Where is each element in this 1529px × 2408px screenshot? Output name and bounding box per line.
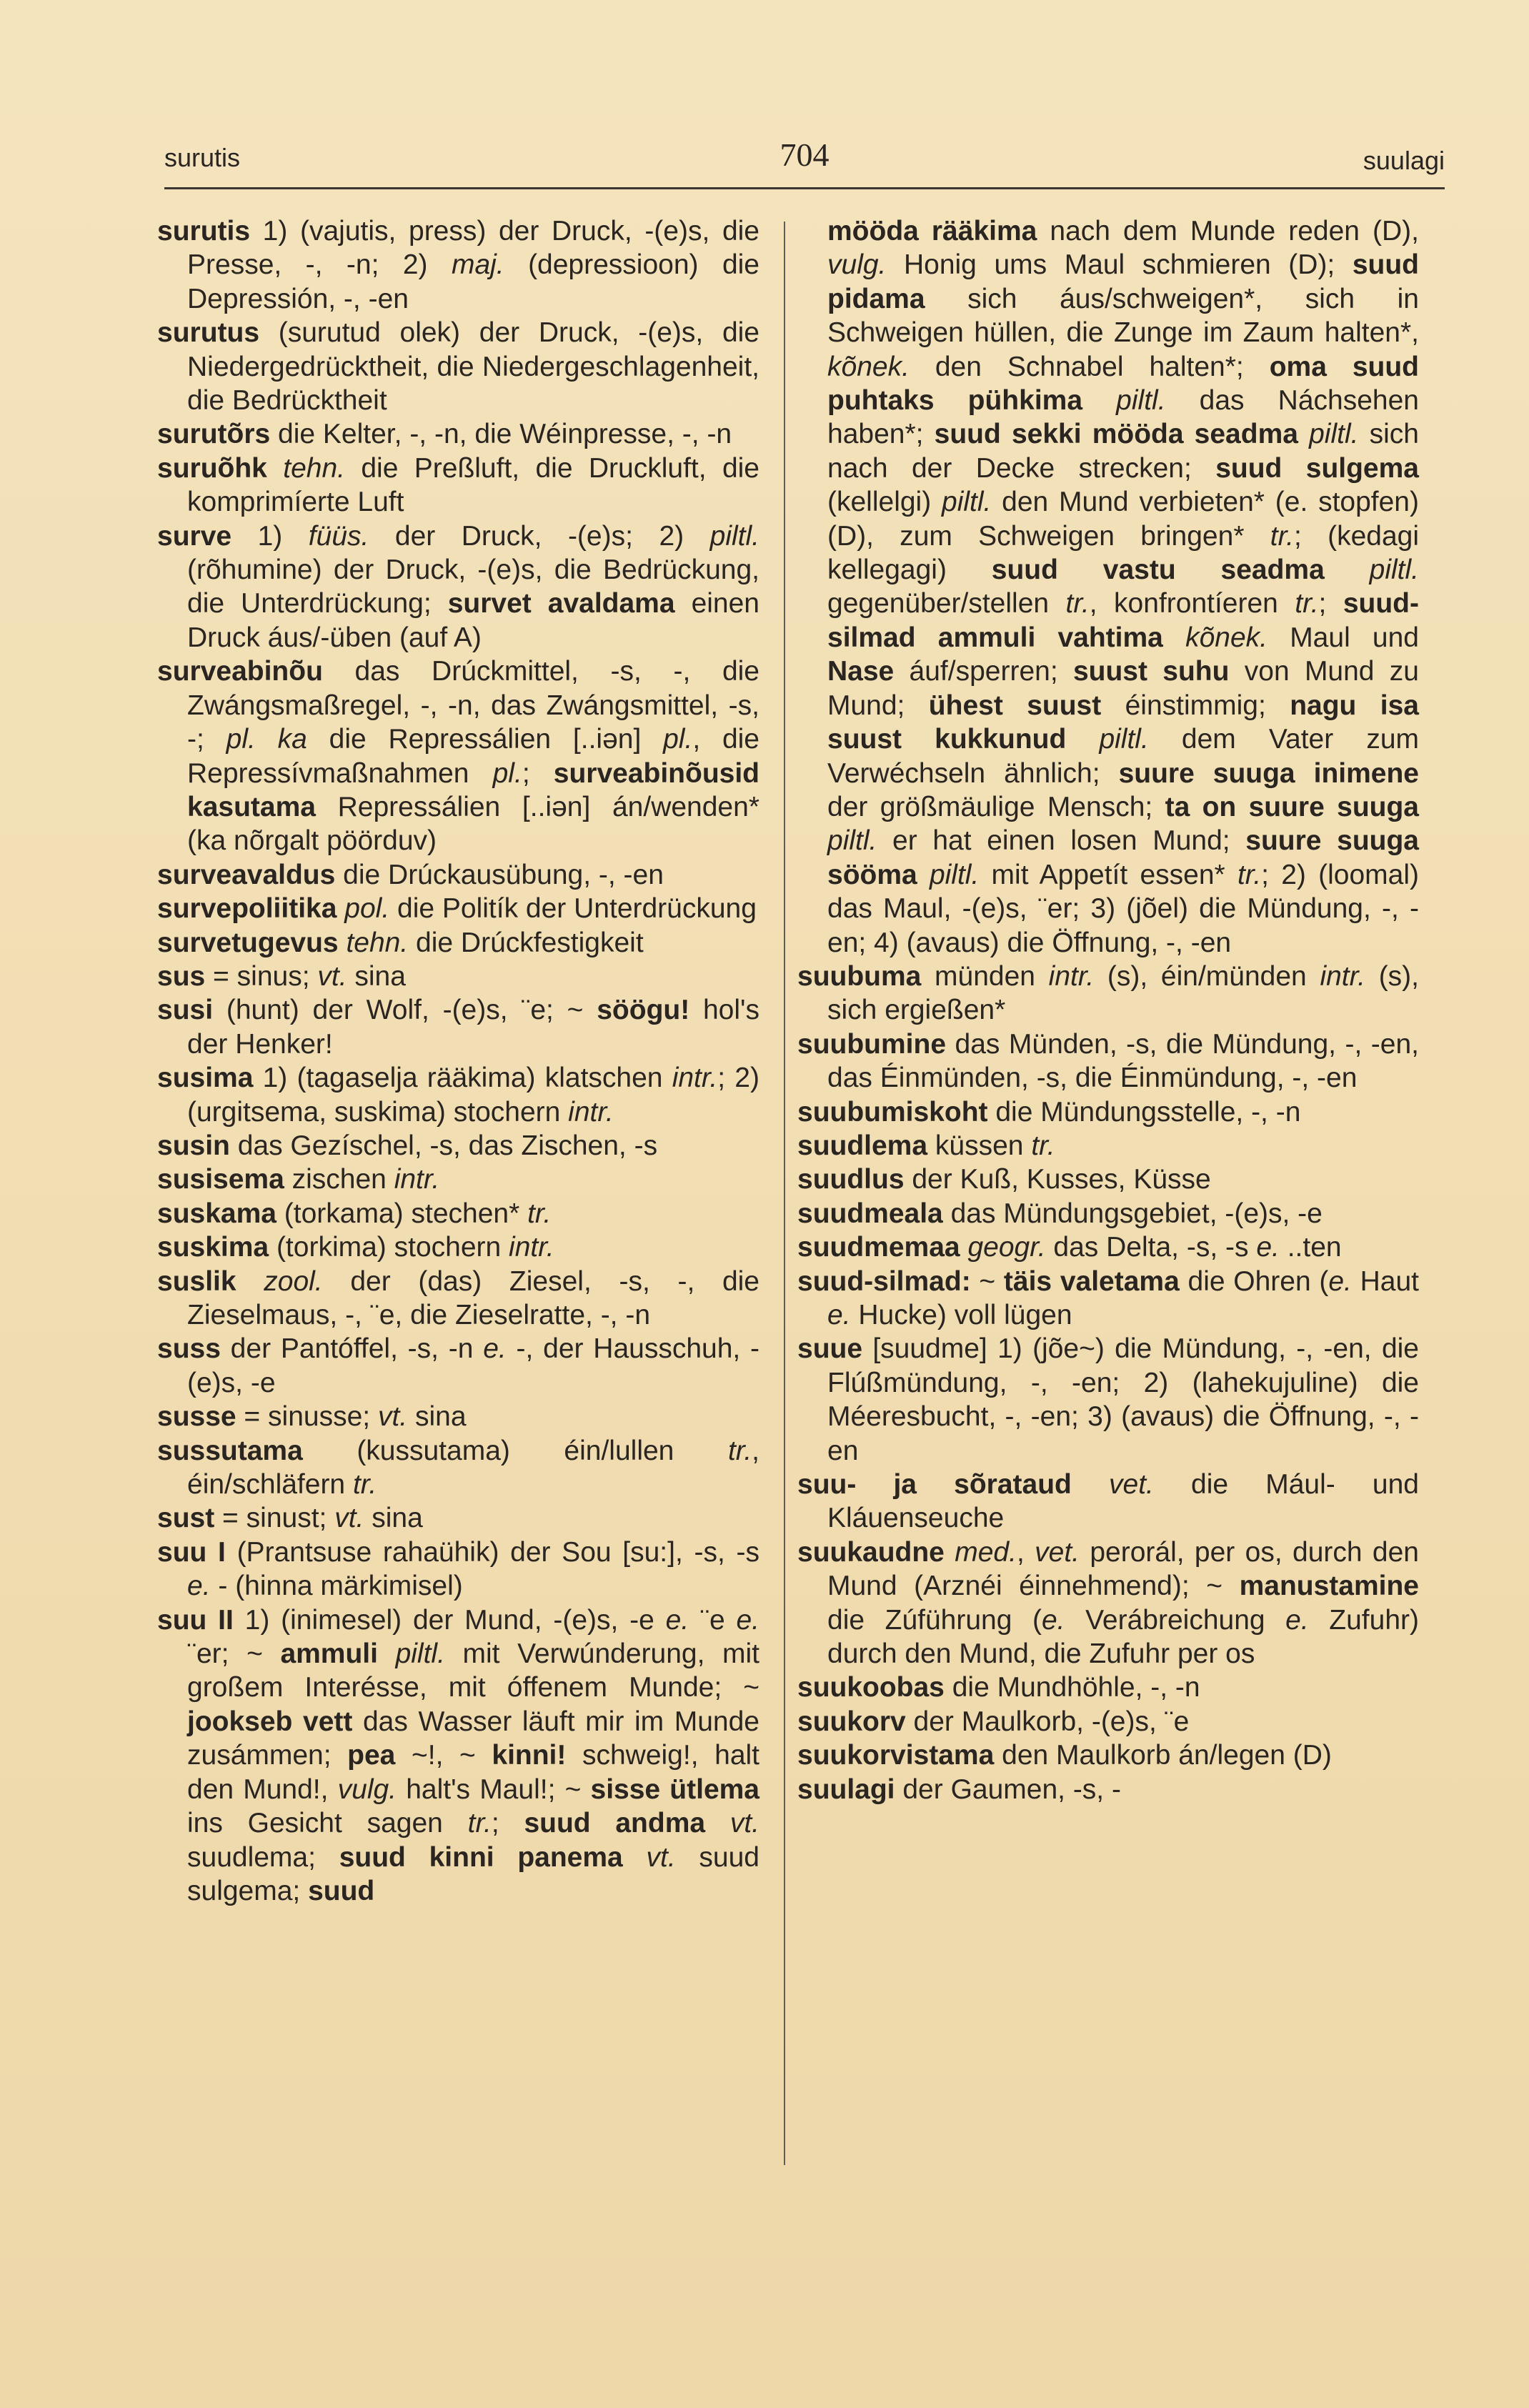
dictionary-entry <box>157 316 759 417</box>
guide-word-left: surutis <box>164 143 241 172</box>
dictionary-entry <box>157 926 759 960</box>
entry-text: , konfrontíeren <box>1089 588 1295 620</box>
entry-text <box>267 453 283 484</box>
entry-headword: surveabinõu <box>157 656 323 687</box>
dictionary-entry <box>157 1400 759 1433</box>
entry-text <box>945 1537 955 1568</box>
entry-label: piltl. <box>709 520 759 552</box>
entry-headword: surutus <box>157 317 260 349</box>
entry-headword: ammuli <box>280 1638 378 1670</box>
entry-headword: suudlus <box>797 1164 905 1195</box>
entry-text: (rõhumine) der Druck, -(e)s, die Bedrückung, die Unterdrückung; <box>187 554 759 620</box>
entry-headword: sust <box>157 1503 215 1534</box>
entry-text: der Kuß, Kusses, Küsse <box>904 1164 1211 1195</box>
entry-headword: surutõrs <box>157 419 271 450</box>
dictionary-entry <box>157 1061 759 1129</box>
entry-headword: täis valetama <box>1003 1265 1180 1297</box>
dictionary-entry <box>797 1738 1419 1772</box>
entry-text: (kellelgi) <box>827 487 942 518</box>
dictionary-entry <box>797 1705 1419 1738</box>
entry-label: piltl. <box>827 825 877 857</box>
entry-headword: surve <box>157 520 232 552</box>
entry-text: mit Appetít essen* <box>979 859 1237 890</box>
dictionary-entry <box>157 960 759 993</box>
header-rule <box>164 187 1445 189</box>
entry-headword: suue <box>797 1333 863 1365</box>
entry-label: vt. <box>317 960 347 992</box>
entry-label: tehn. <box>346 927 409 958</box>
entry-headword: susin <box>157 1130 230 1161</box>
entry-headword: suure suuga sööma <box>827 825 1419 890</box>
entry-headword: susi <box>157 995 214 1026</box>
entry-headword: sus <box>157 960 206 992</box>
entry-headword: suukoobas <box>797 1672 945 1703</box>
entry-text: [suudme] 1) (jõe~) die Mündung, -, -en, die Flúßmündung, -, -en; 2) (lahekujuline) die Méeresbucht, -, -en; 3) (avaus) die Öffnung, -, -en <box>827 1333 1419 1466</box>
entry-text: Haut <box>1351 1265 1419 1297</box>
entry-text: von Mund zu Mund; <box>827 656 1419 721</box>
entry-label: piltl. <box>395 1638 445 1670</box>
entry-label: tr. <box>1237 859 1262 890</box>
entry-headword: suud sulgema <box>1215 452 1419 484</box>
entry-text: schweig!, halt den Mund!, <box>187 1740 760 1805</box>
entry-text: Repressálien [..iən] án/wenden* (ka nõrgalt pöörduv) <box>187 791 759 857</box>
entry-label: e. <box>736 1604 760 1636</box>
entry-headword: suu I <box>157 1536 226 1568</box>
entry-text: ; <box>1318 588 1343 620</box>
entry-headword: survetugevus <box>157 927 339 958</box>
entry-text: münden <box>921 960 1049 992</box>
entry-headword: suud pidama <box>827 249 1419 314</box>
entry-label: tr. <box>1295 588 1319 620</box>
entry-text: (s), sich ergießen* <box>827 960 1420 1026</box>
entry-headword: suu II <box>157 1604 234 1636</box>
entry-label: e. <box>483 1333 507 1365</box>
entry-headword: suubumine <box>797 1028 947 1060</box>
entry-text: suudlema; <box>187 1841 339 1873</box>
entry-text <box>705 1808 730 1839</box>
entry-label: tr. <box>727 1435 752 1466</box>
entry-text: (torkima) stochern <box>269 1232 509 1263</box>
entry-text: 1) <box>231 520 309 552</box>
entry-headword: suud kinni panema <box>339 1841 623 1873</box>
entry-text: (kussutama) éin/lullen <box>302 1435 728 1466</box>
dictionary-entry <box>797 1468 1419 1536</box>
entry-text: perorál, per os, durch den Mund (Arznéi éinnehmend); ~ <box>827 1536 1419 1602</box>
entry-headword: söögu! <box>597 995 690 1026</box>
entry-text: sich nach der Decke strecken; <box>827 419 1419 484</box>
entry-text: gegenüber/stellen <box>827 588 1066 620</box>
entry-label: intr. <box>568 1096 614 1128</box>
entry-text <box>1066 724 1099 755</box>
entry-text: ; (kedagi kellegagi) <box>827 520 1419 586</box>
entry-label: e. <box>1285 1604 1309 1636</box>
entry-label: intr. <box>1048 960 1095 992</box>
dictionary-entry <box>157 1197 759 1230</box>
entry-text: das Delta, -s, -s <box>1045 1232 1257 1263</box>
entry-text: der Maulkorb, -(e)s, ¨e <box>905 1706 1190 1737</box>
entry-text: = sinusse; <box>236 1401 378 1433</box>
dictionary-entry <box>157 1265 759 1333</box>
dictionary-entry <box>797 1773 1419 1806</box>
entry-text: (torkama) stechen* <box>276 1198 528 1229</box>
entry-text <box>337 893 344 924</box>
entry-text: = sinus; <box>205 960 318 992</box>
entry-headword: manustamine <box>1239 1571 1419 1602</box>
entry-text: einen Druck áus/-üben (auf A) <box>187 588 759 653</box>
entry-label: pl. <box>492 757 522 789</box>
entry-headword: susisema <box>157 1164 284 1195</box>
entry-headword: suust suhu <box>1072 656 1230 687</box>
entry-text: die Zúführung ( <box>827 1604 1042 1636</box>
entry-text: -, der Hausschuh, -(e)s, -e <box>187 1333 759 1398</box>
entry-text: Hucke) voll lügen <box>850 1300 1072 1330</box>
entry-text: die Drúckfestigkeit <box>408 927 644 958</box>
entry-text: der Gaumen, -s, - <box>895 1773 1121 1805</box>
entry-text: die Mundhöhle, -, -n <box>944 1672 1200 1703</box>
dictionary-entry <box>797 1095 1419 1129</box>
entry-label: e. <box>1041 1604 1065 1636</box>
entry-headword: suud-silmad ammuli vahtima <box>827 588 1419 653</box>
dictionary-entry <box>157 858 759 892</box>
dictionary-entry <box>797 960 1419 1028</box>
dictionary-entry <box>797 1230 1419 1264</box>
entry-headword: sussutama <box>157 1435 303 1466</box>
entry-label: tehn. <box>283 452 345 484</box>
entry-text <box>623 1842 647 1873</box>
entry-label: kõnek. <box>827 351 910 382</box>
entry-label: füüs. <box>308 520 369 552</box>
dictionary-entry <box>157 1163 759 1196</box>
entry-headword: suud vastu seadma <box>991 554 1325 586</box>
entry-headword: suskima <box>157 1232 269 1263</box>
entry-label: zool. <box>264 1265 323 1297</box>
entry-label: kõnek. <box>1185 622 1267 653</box>
entry-text: Maul und <box>1267 622 1419 653</box>
entry-headword: suu- ja sõrataud <box>797 1469 1072 1501</box>
entry-text: (depressioon) die Depressión, -, -en <box>187 249 759 314</box>
entry-label: vulg. <box>337 1773 397 1805</box>
entry-text: Zufuhr) durch den Mund, die Zufuhr per os <box>827 1604 1419 1670</box>
entry-text: die Preßluft, die Druckluft, die komprimíerte Luft <box>187 452 760 518</box>
entry-headword: pea <box>347 1740 396 1771</box>
entry-text <box>1325 554 1370 585</box>
entry-headword: suukorvistama <box>797 1740 995 1771</box>
entry-text: halt's Maul!; ~ <box>397 1773 591 1805</box>
entry-headword: suruõhk <box>157 452 267 484</box>
entry-label: vt. <box>646 1841 676 1873</box>
entry-text: , éin/schläfern <box>187 1435 759 1501</box>
entry-headword: suudlema <box>797 1130 928 1161</box>
entry-text: nach dem Munde reden (D), <box>1037 216 1419 247</box>
entry-label: e. <box>665 1604 689 1636</box>
entry-label: e. <box>1328 1265 1352 1297</box>
entry-text: (surutud olek) der Druck, -(e)s, die Niedergedrücktheit, die Niedergeschlagenheit, die Bedrücktheit <box>187 317 759 417</box>
dictionary-entry <box>157 1501 759 1535</box>
entry-text: er hat einen losen Mund; <box>877 825 1246 857</box>
entry-text: 1) (tagaselja rääkima) klatschen <box>253 1063 672 1094</box>
entry-label: piltl. <box>1309 419 1359 450</box>
dictionary-entry <box>157 1129 759 1163</box>
column-divider <box>784 222 785 2165</box>
entry-headword: survepoliitika <box>157 893 337 925</box>
entry-text: das Wasser läuft mir im Munde zusámmen; <box>187 1706 759 1771</box>
entry-text: der (das) Ziesel, -s, -, die Zieselmaus, -, ¨e, die Zieselratte, -, -n <box>187 1265 759 1330</box>
dictionary-entry <box>157 1230 759 1264</box>
entry-text: Verábreichung <box>1065 1604 1286 1636</box>
entry-headword: survet avaldama <box>447 588 675 620</box>
entry-headword: suukorv <box>797 1706 906 1737</box>
entry-text: den Mund verbieten* (e. stopfen) (D), zum Schweigen bringen* <box>827 487 1419 552</box>
dictionary-entry <box>157 1603 759 1909</box>
entry-headword: suslik <box>157 1265 236 1297</box>
entry-label: tr. <box>1031 1130 1055 1161</box>
entry-text: die Drúckausübung, -, -en <box>335 859 664 890</box>
entry-headword: ta on suure suuga <box>1165 791 1419 822</box>
entry-headword: suss <box>157 1333 221 1365</box>
entry-headword: suulagi <box>797 1773 895 1805</box>
entry-headword: sisse ütlema <box>590 1773 759 1805</box>
entry-text: ; <box>491 1808 524 1839</box>
entry-text: sina <box>407 1401 467 1433</box>
entry-headword: suud sekki mööda seadma <box>934 419 1298 450</box>
entry-label: intr. <box>394 1164 440 1195</box>
entry-text: ..ten <box>1279 1232 1342 1263</box>
entry-text: mit Verwúnderung, mit großem Interésse, mit óffenem Munde; ~ <box>187 1638 759 1703</box>
entry-headword: suukaudne <box>797 1536 945 1568</box>
entry-text: sich áus/schweigen*, sich in Schweigen hüllen, die Zunge im Zaum halten*, <box>827 283 1419 349</box>
entry-headword: susima <box>157 1063 254 1094</box>
dictionary-entry <box>797 1332 1419 1468</box>
entry-text: éinstimmig; <box>1101 690 1290 721</box>
dictionary-entry <box>797 1028 1419 1095</box>
entry-label: e. <box>827 1300 851 1330</box>
entry-text: ¨er; ~ <box>187 1638 281 1670</box>
entry-label: vt. <box>729 1808 759 1839</box>
entry-text <box>917 860 930 890</box>
dictionary-entry <box>797 1536 1419 1671</box>
entry-text: der Pantóffel, -s, -n <box>220 1333 484 1365</box>
entry-text: der größmäulige Mensch; <box>827 791 1165 822</box>
dictionary-entry <box>157 1536 759 1603</box>
entry-text: Honig ums Maul schmieren (D); <box>886 249 1353 281</box>
entry-label: med. <box>955 1536 1017 1568</box>
entry-text: ins Gesicht sagen <box>187 1808 468 1839</box>
entry-label: e. <box>1256 1232 1280 1263</box>
entry-label: tr. <box>527 1198 552 1229</box>
entry-text <box>1163 622 1185 653</box>
entry-label: piltl. <box>1369 554 1419 586</box>
entry-label: pl. ka <box>226 724 307 755</box>
entry-headword: suubuma <box>797 960 922 992</box>
entry-text <box>1072 1469 1109 1500</box>
dictionary-entry <box>157 1332 759 1400</box>
entry-text: , <box>1016 1536 1035 1568</box>
entry-headword: suud andma <box>524 1808 706 1839</box>
entry-headword: jookseb vett <box>187 1706 353 1737</box>
entry-text: das Münden, -s, die Mündung, -, -en, das Éinmünden, -s, die Éinmündung, -, -en <box>827 1028 1419 1094</box>
entry-text: die Kelter, -, -n, die Wéinpresse, -, -n <box>270 419 732 450</box>
entry-headword: surutis <box>157 216 251 247</box>
left-column <box>157 214 759 1908</box>
entry-text: der Druck, -(e)s; 2) <box>369 520 710 552</box>
entry-label: piltl. <box>1099 724 1149 755</box>
entry-text: ; 2) (urgitsema, suskima) stochern <box>187 1063 759 1128</box>
entry-headword: surveavaldus <box>157 859 336 890</box>
entry-headword: suudmemaa <box>797 1232 960 1263</box>
entry-label: vulg. <box>827 249 887 281</box>
entry-label: maj. <box>451 249 504 281</box>
dictionary-entry <box>797 1265 1419 1333</box>
entry-text: die Mündungsstelle, -, -n <box>987 1096 1301 1128</box>
right-column <box>797 214 1419 1806</box>
dictionary-entry <box>157 214 759 316</box>
entry-headword: oma suud puhtaks pühkima <box>827 351 1420 417</box>
entry-label: e. <box>187 1571 211 1602</box>
dictionary-entry <box>157 519 759 655</box>
entry-headword: suure suuga inimene <box>1118 757 1419 789</box>
dictionary-entry <box>797 1671 1419 1704</box>
entry-text: (s), éin/münden <box>1094 960 1320 992</box>
entry-text: zischen <box>284 1164 394 1195</box>
entry-headword: mööda rääkima <box>827 216 1037 247</box>
entry-text: das Mündungsgebiet, -(e)s, -e <box>942 1198 1323 1229</box>
entry-text: den Schnabel halten*; <box>909 351 1270 382</box>
dictionary-entry <box>157 892 759 925</box>
entry-label: pol. <box>344 893 390 925</box>
entry-text: hol's der Henker! <box>187 995 759 1060</box>
guide-word-right: suulagi <box>1363 146 1445 175</box>
page-header <box>164 136 1445 193</box>
entry-headword: susse <box>157 1401 236 1433</box>
entry-label: vt. <box>377 1401 408 1433</box>
entry-text: die Politík der Unterdrückung <box>389 893 757 925</box>
entry-headword: suud <box>308 1875 375 1906</box>
entry-text: 1) (vajutis, press) der Druck, -(e)s, die Presse, -, -n; 2) <box>187 216 759 281</box>
entry-text <box>960 1232 968 1263</box>
entry-text: küssen <box>927 1130 1032 1161</box>
dictionary-entry <box>157 417 759 451</box>
entry-headword: suskama <box>157 1198 277 1229</box>
entry-text: dem Vater zum Verwéchseln ähnlich; <box>827 724 1419 789</box>
entry-label: vt. <box>334 1503 364 1534</box>
entry-text: 1) (inimesel) der Mund, -(e)s, -e <box>233 1604 666 1636</box>
entry-text: suud sulgema; <box>187 1841 759 1906</box>
entry-text <box>236 1266 264 1297</box>
entry-text: = sinust; <box>214 1503 335 1534</box>
entry-headword: suudmeala <box>797 1198 943 1229</box>
dictionary-entry <box>797 1163 1419 1196</box>
entry-headword: suubumiskoht <box>797 1096 988 1128</box>
entry-text: ; <box>522 757 554 789</box>
entry-text: ~!, ~ <box>395 1740 492 1771</box>
entry-label: tr. <box>1065 588 1090 620</box>
entry-text <box>1298 419 1309 449</box>
entry-text: die Ohren ( <box>1179 1265 1329 1297</box>
entry-text: ¨e <box>689 1604 737 1636</box>
entry-text <box>378 1638 396 1669</box>
entry-label: vet. <box>1035 1536 1080 1568</box>
dictionary-entry <box>157 452 759 519</box>
entry-text <box>339 927 347 958</box>
dictionary-entry <box>797 1197 1419 1230</box>
entry-text: die Mául- und Kláuenseuche <box>827 1469 1419 1534</box>
entry-headword: surveabinõusid kasutama <box>187 757 759 822</box>
entry-text: ~ <box>970 1265 1004 1297</box>
entry-text: , die Repressívmaßnahmen <box>187 724 759 789</box>
entry-label: tr. <box>1270 520 1294 552</box>
entry-label: piltl. <box>929 859 980 890</box>
entry-text: den Maulkorb án/legen (D) <box>994 1740 1332 1771</box>
entry-text: - (hinna märkimisel) <box>210 1571 463 1602</box>
entry-label: vet. <box>1109 1469 1154 1501</box>
entry-text: sina <box>347 960 406 992</box>
entry-text: das Gezíschel, -s, das Zischen, -s <box>229 1130 658 1161</box>
entry-text: (hunt) der Wolf, -(e)s, ¨e; ~ <box>213 995 597 1026</box>
entry-label: intr. <box>672 1063 718 1094</box>
entry-text: áuf/sperren; <box>894 656 1073 687</box>
entry-text: ; 2) (loomal) das Maul, -(e)s, ¨er; 3) (jõel) die Mündung, -, -en; 4) (avaus) die Öffnung, -, -en <box>827 859 1420 958</box>
entry-text: das Náchsehen haben*; <box>827 385 1419 450</box>
entry-label: intr. <box>509 1232 554 1263</box>
entry-headword: ühest suust <box>928 690 1102 721</box>
dictionary-entry <box>797 214 1419 960</box>
entry-text: das Drúckmittel, -s, -, die Zwángsmaßregel, -, -n, das Zwángsmittel, -s, -; <box>187 656 759 755</box>
entry-headword: kinni! <box>492 1740 567 1771</box>
entry-label: piltl. <box>942 487 992 518</box>
entry-label: geogr. <box>967 1232 1046 1263</box>
entry-headword: suud-silmad: <box>797 1265 971 1297</box>
entry-headword: Nase <box>827 656 895 687</box>
entry-label: tr. <box>467 1808 492 1839</box>
entry-label: tr. <box>352 1469 377 1501</box>
entry-label: intr. <box>1320 960 1366 992</box>
entry-label: pl. <box>663 724 693 755</box>
dictionary-entry <box>797 1129 1419 1163</box>
page-number: 704 <box>780 136 830 173</box>
entry-text <box>1082 385 1116 416</box>
dictionary-entry <box>157 1434 759 1502</box>
dictionary-entry <box>157 993 759 1061</box>
entry-label: piltl. <box>1116 385 1166 417</box>
entry-headword: nagu isa suust kukkunud <box>827 690 1419 755</box>
entry-text: sina <box>364 1503 423 1534</box>
dictionary-entry <box>157 655 759 857</box>
entry-text: (Prantsuse rahaühik) der Sou [su:], -s, -s <box>225 1536 759 1568</box>
entry-text: die Repressálien [..iən] <box>307 724 664 755</box>
